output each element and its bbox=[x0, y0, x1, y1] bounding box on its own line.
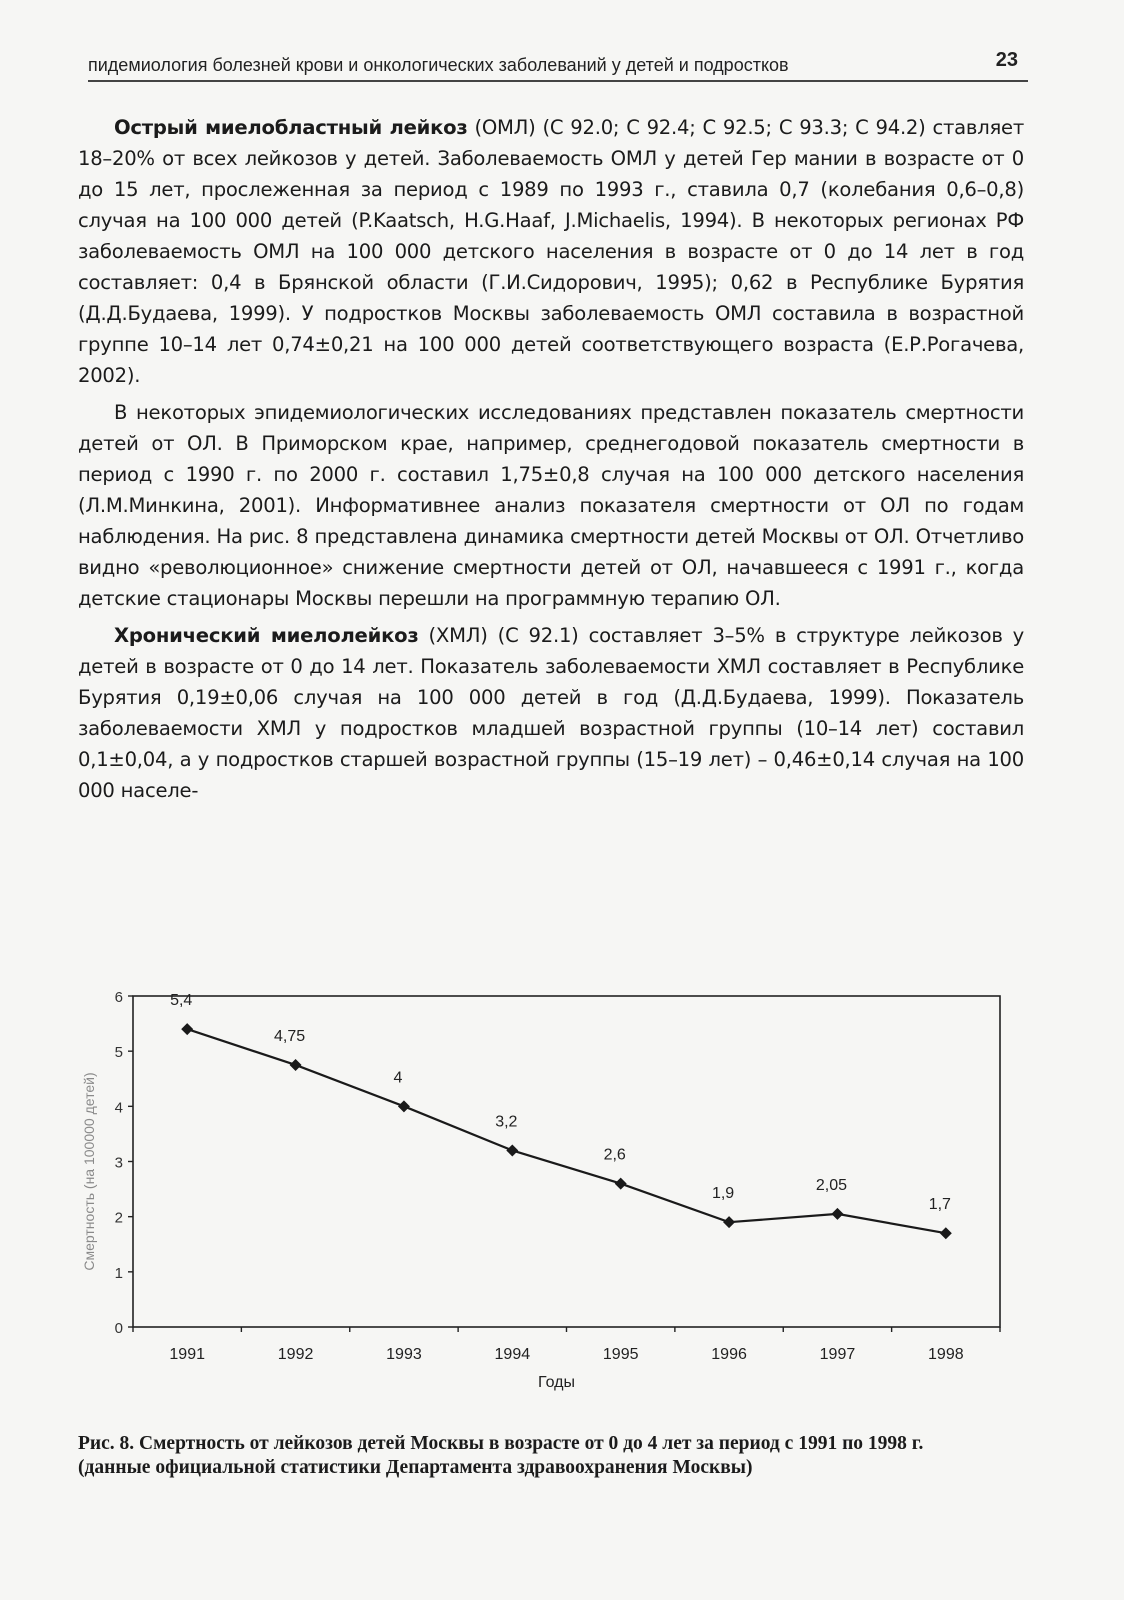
y-tick-label: 4 bbox=[114, 1099, 123, 1117]
y-axis-label: Смертность (на 100000 детей) bbox=[81, 1072, 97, 1271]
x-tick-label: 1993 bbox=[386, 1346, 422, 1363]
series-line bbox=[187, 1029, 946, 1233]
data-label: 2,6 bbox=[603, 1146, 626, 1164]
page-number: 23 bbox=[995, 49, 1018, 71]
paragraph-aml-lead: Острый миелобластный лейкоз bbox=[114, 116, 468, 139]
data-point-marker bbox=[940, 1227, 952, 1239]
paragraph-cml-lead: Хронический миелолейкоз bbox=[114, 624, 419, 647]
data-label: 1,9 bbox=[711, 1185, 735, 1203]
y-tick-label: 3 bbox=[114, 1154, 123, 1172]
plot-area-frame bbox=[133, 996, 1000, 1327]
mortality-chart bbox=[70, 989, 1030, 1430]
x-tick-label: 1992 bbox=[277, 1346, 314, 1363]
data-point-marker bbox=[398, 1100, 410, 1112]
figure-caption: Рис. 8. Смертность от лейкозов детей Москвы в возрасте от 0 до 4 лет за период с 1991 по 1998 г. (данные официальной статистики Департамента здравоохранения Москвы) bbox=[78, 1433, 924, 1478]
y-tick-label: 2 bbox=[114, 1209, 123, 1227]
paragraph-cml bbox=[78, 620, 1024, 806]
x-tick-label: 1994 bbox=[494, 1346, 531, 1363]
data-point-marker bbox=[615, 1178, 627, 1190]
x-tick-label: 1997 bbox=[819, 1346, 856, 1363]
data-point-marker bbox=[831, 1208, 843, 1220]
y-tick-label: 1 bbox=[114, 1264, 123, 1282]
x-tick-label: 1996 bbox=[711, 1346, 747, 1363]
data-point-marker bbox=[290, 1059, 302, 1071]
y-tick-label: 6 bbox=[114, 989, 123, 1006]
body-text bbox=[78, 112, 1024, 812]
data-label: 2,05 bbox=[815, 1176, 848, 1194]
paragraph-aml bbox=[78, 112, 1024, 391]
mortality-chart-svg bbox=[70, 989, 1030, 1430]
paragraph-mortality-text: В некоторых эпидемиологических исследованиях представлен показатель смертности детей от ОЛ. В Приморском крае, например, среднегодовой показатель смертности в период с 1990 г. по 2000 г. составил 1,75±0,8 случая на 100 000 детского населения (Л.М.Минкина, 2001). Информативнее анализ показателя смертности от ОЛ по годам наблюдения. На рис. 8 представлена динамика смертности детей Москвы от ОЛ. Отчетливо видно «революционное» снижение смертности детей от ОЛ, начавшееся с 1991 г., когда детские стационары Москвы перешли на программную терапию ОЛ. bbox=[78, 401, 1024, 610]
x-tick-label: 1998 bbox=[928, 1346, 964, 1363]
data-label: 4 bbox=[393, 1069, 403, 1087]
paragraph-mortality bbox=[78, 397, 1024, 614]
x-axis-label: Годы bbox=[538, 1374, 575, 1391]
paragraph-cml-text: (ХМЛ) (С 92.1) составляет 3–5% в структуре лейкозов у детей в возрасте от 0 до 14 лет. Показатель заболеваемости ХМЛ составляет в Республике Бурятия 0,19±0,06 случая на 100 000 детей в год (Д.Д.Будаева, 1999). Показатель заболеваемости ХМЛ у подростков младшей возрастной группы (10–14 лет) составил 0,1±0,04, а у подростков старшей возрастной группы (15–19 лет) – 0,46±0,14 случая на 100 000 населе- bbox=[78, 624, 1025, 802]
running-header bbox=[88, 46, 1028, 82]
x-tick-label: 1995 bbox=[602, 1346, 639, 1363]
y-tick-label: 5 bbox=[114, 1044, 123, 1062]
data-point-marker bbox=[723, 1216, 735, 1228]
x-tick-label: 1991 bbox=[169, 1346, 205, 1363]
data-label: 4,75 bbox=[273, 1027, 306, 1045]
data-label: 5,4 bbox=[170, 992, 193, 1010]
running-header-title: пидемиология болезней крови и онкологических заболеваний у детей и подростков bbox=[88, 55, 789, 75]
data-point-marker bbox=[506, 1144, 518, 1156]
data-point-marker bbox=[181, 1023, 193, 1035]
paragraph-aml-text: (ОМЛ) (С 92.0; С 92.4; С 92.5; С 93.3; С 94.2) ставляет 18–20% от всех лейкозов у детей. Заболеваемость ОМЛ у детей Гер мании в возрасте от 0 до 15 лет, прослеженная за период с 1989 по 1993 г., ставила 0,7 (колебания 0,6–0,8) случая на 100 000 детей (P.Kaatsch, H.G.Haaf, J.Michaelis, 1994). В некоторых регионах РФ заболеваемость ОМЛ на 100 000 детского населения в возрасте от 0 до 14 лет в год составляет: 0,4 в Брянской области (Г.И.Сидорович, 1995); 0,62 в Республике Бурятия (Д.Д.Будаева, 1999). У подростков Москвы заболеваемость ОМЛ составила в возрастной группе 10–14 лет 0,74±0,21 на 100 000 детей соответствующего возраста (Е.Р.Рогачева, 2002). bbox=[78, 116, 1024, 387]
data-label: 3,2 bbox=[495, 1113, 518, 1131]
y-tick-label: 0 bbox=[114, 1320, 123, 1337]
data-label: 1,7 bbox=[928, 1196, 951, 1214]
